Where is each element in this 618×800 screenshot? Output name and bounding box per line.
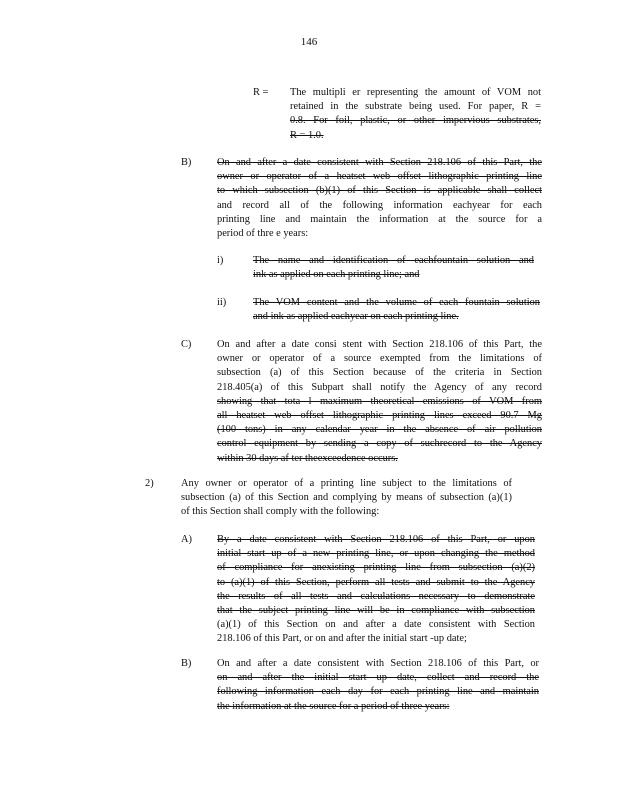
item-ii-text xyxy=(253,296,540,324)
text-line: initial start up of a new printing line, or upon changing the method xyxy=(217,548,535,560)
text-line: of compliance for anexisting printing line from subsection (a)(2) xyxy=(217,562,535,574)
text-line: retained in the substrate being used. For paper, R = xyxy=(290,101,541,113)
text-line: the information at the source for a period of three years: xyxy=(217,700,450,712)
item-ii-label: ii) xyxy=(217,297,227,308)
text-line: within 30 days af ter theexceedence occurs. xyxy=(217,452,398,464)
text-line: The name and identification of eachfountain solution and xyxy=(253,255,534,266)
text-line: and ink as applied eachyear on each printing line. xyxy=(253,311,459,323)
text-line: showing that tota l maximum theoretical emissions of VOM from xyxy=(217,395,542,407)
text-line: owner or operator of a source exempted from the limitations of xyxy=(217,353,542,365)
text-line: By a date consistent with Section 218.106 of this Part, or upon xyxy=(217,534,535,545)
text-line: The VOM content and the volume of each fountain solution xyxy=(253,297,540,308)
text-line: period of thre e years: xyxy=(217,227,309,239)
item-2-text xyxy=(181,477,512,520)
item-c-text xyxy=(217,338,542,466)
item-2b-text xyxy=(217,657,539,714)
text-line: On and after a date consistent with Section 218.106 of this Part, or xyxy=(217,658,539,669)
item-2a-text xyxy=(217,533,535,647)
item-2b-label: B) xyxy=(181,658,192,669)
text-line: 0.8. For foil, plastic, or other impervious substrates, xyxy=(290,115,541,127)
text-line: subsection (a) of this Section because of the criteria in Section xyxy=(217,367,542,379)
text-line: On and after a date consi stent with Section 218.106 of this Part, the xyxy=(217,339,542,350)
item-i-label: i) xyxy=(217,255,224,266)
text-line: printing line and maintain the information at the source for a xyxy=(217,213,542,225)
item-b-text xyxy=(217,156,542,241)
text-line: On and after a date consistent with Section 218.106 of this Part, the xyxy=(217,157,542,168)
text-line: control equipment by sending a copy of suchrecord to the Agency xyxy=(217,438,542,450)
item-2-label: 2) xyxy=(145,478,154,489)
text-line: subsection (a) of this Section and complying by means of subsection (a)(1) xyxy=(181,492,512,504)
text-line: of this Section shall comply with the following: xyxy=(181,506,380,518)
text-line: Any owner or operator of a printing line subject to the limitations of xyxy=(181,478,512,489)
text-line: following information each day for each printing line and maintain xyxy=(217,686,539,698)
text-line: on and after the initial start up date, collect and record the xyxy=(217,672,539,684)
item-b-label: B) xyxy=(181,157,192,168)
text-line: ink as applied on each printing line; and xyxy=(253,269,420,281)
page-number: 146 xyxy=(300,36,318,48)
item-2a-label: A) xyxy=(181,534,192,545)
text-line: to (a)(1) of this Section, perform all tests and submit to the Agency xyxy=(217,576,535,588)
item-c-label: C) xyxy=(181,339,192,350)
text-line: (a)(1) of this Section on and after a date consistent with Section xyxy=(217,619,535,631)
text-line: owner or operator of a heatset web offset lithographic printing line xyxy=(217,171,542,183)
text-line: that the subject printing line will be in compliance with subsection xyxy=(217,604,535,616)
text-line: all heatset web offset lithographic printing lines exceed 90.7 Mg xyxy=(217,409,542,421)
r-definition-label: R = xyxy=(253,87,269,98)
text-line: R = 1.0. xyxy=(290,129,324,141)
r-definition-text xyxy=(290,86,541,143)
text-line: and record all of the following information eachyear for each xyxy=(217,199,542,211)
text-line: The multipli er representing the amount of VOM not xyxy=(290,87,541,98)
text-line: to which subsection (b)(1) of this Section is applicable shall collect xyxy=(217,185,542,197)
text-line: 218.405(a) of this Subpart shall notify the Agency of any record xyxy=(217,381,542,393)
text-line: the results of all tests and calculations necessary to demonstrate xyxy=(217,590,535,602)
text-line: (100 tons) in any calendar year in the absence of air pollution xyxy=(217,424,542,436)
item-i-text xyxy=(253,254,534,282)
text-line: 218.106 of this Part, or on and after the initial start -up date; xyxy=(217,633,467,645)
